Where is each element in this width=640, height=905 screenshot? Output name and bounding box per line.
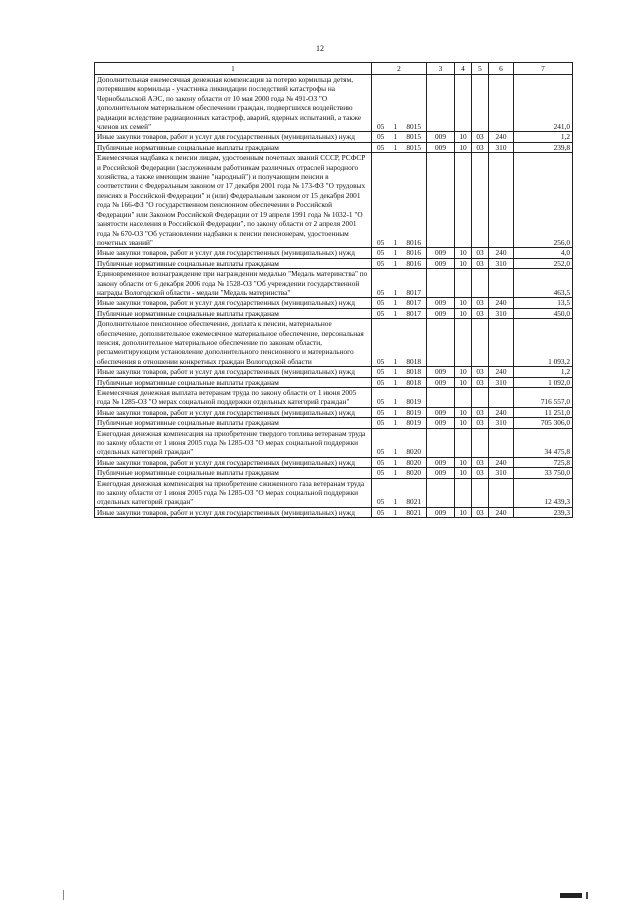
budget-table xyxy=(94,62,573,518)
row-code-part: 1 xyxy=(393,298,398,308)
row-col-4 xyxy=(455,478,472,507)
row-code-part: 05 xyxy=(377,457,385,467)
row-code-part: 05 xyxy=(377,447,385,457)
row-col-6 xyxy=(489,428,514,457)
row-col-4 xyxy=(455,75,472,132)
row-name: Публичные нормативные социальные выплаты гражданам xyxy=(95,258,372,268)
row-col-5 xyxy=(472,75,489,132)
row-code-part: 8019 xyxy=(406,407,421,417)
row-amount: 705 306,0 xyxy=(514,418,573,428)
row-col-4: 10 xyxy=(455,457,472,467)
row-col-3 xyxy=(427,428,455,457)
table-row xyxy=(95,478,573,507)
table-row xyxy=(95,132,573,142)
row-col-3: 009 xyxy=(427,377,455,387)
scan-edge-mark xyxy=(63,890,64,900)
row-name: Ежемесячная денежная выплата ветеранам труда по закону области от 1 июня 2005 года № 1285-ОЗ "О мерах социальной поддержки отдельных категорий граждан" xyxy=(95,388,372,408)
row-col-3 xyxy=(427,269,455,298)
row-code-part: 1 xyxy=(393,507,398,517)
row-code xyxy=(372,142,427,152)
row-code-part: 8017 xyxy=(406,308,421,318)
row-code-part: 05 xyxy=(377,248,385,258)
row-col-5 xyxy=(472,428,489,457)
row-name: Ежегодная денежная компенсация на приобретение сжиженного газа ветеранам труда по закону области от 1 июня 2005 года № 1285-ОЗ "О мерах социальной поддержки отдельных категорий граждан" xyxy=(95,478,372,507)
row-amount: 11 251,0 xyxy=(514,407,573,417)
table-row xyxy=(95,407,573,417)
row-code-part: 05 xyxy=(377,356,385,366)
table-row xyxy=(95,507,573,517)
row-code xyxy=(372,298,427,308)
row-col-3: 009 xyxy=(427,132,455,142)
row-col-3: 009 xyxy=(427,468,455,478)
row-col-3 xyxy=(427,319,455,367)
row-code-part: 1 xyxy=(393,447,398,457)
row-code-part: 8021 xyxy=(406,507,421,517)
row-name: Публичные нормативные социальные выплаты гражданам xyxy=(95,468,372,478)
row-col-4: 10 xyxy=(455,308,472,318)
row-amount: 256,0 xyxy=(514,153,573,248)
row-code-part: 8020 xyxy=(406,457,421,467)
table-row xyxy=(95,142,573,152)
row-amount: 239,8 xyxy=(514,142,573,152)
row-code xyxy=(372,468,427,478)
table-row xyxy=(95,457,573,467)
row-col-5: 03 xyxy=(472,248,489,258)
row-code xyxy=(372,75,427,132)
header-col-1: 1 xyxy=(95,63,372,75)
header-col-5: 5 xyxy=(472,63,489,75)
table-row xyxy=(95,428,573,457)
row-code-part: 1 xyxy=(393,122,398,132)
row-col-4 xyxy=(455,428,472,457)
row-code-part: 05 xyxy=(377,132,385,142)
row-amount: 13,5 xyxy=(514,298,573,308)
row-col-6: 240 xyxy=(489,248,514,258)
table-row xyxy=(95,298,573,308)
row-col-3: 009 xyxy=(427,298,455,308)
row-code xyxy=(372,132,427,142)
row-code-part: 05 xyxy=(377,377,385,387)
row-code-part: 05 xyxy=(377,237,385,247)
row-code-part: 8018 xyxy=(406,377,421,387)
table-row xyxy=(95,367,573,377)
row-amount: 450,0 xyxy=(514,308,573,318)
row-code-part: 05 xyxy=(377,258,385,268)
row-code-part: 05 xyxy=(377,468,385,478)
row-col-6: 240 xyxy=(489,132,514,142)
row-col-4: 10 xyxy=(455,298,472,308)
row-col-6: 310 xyxy=(489,418,514,428)
row-code-part: 8016 xyxy=(406,248,421,258)
row-col-5: 03 xyxy=(472,298,489,308)
row-col-3 xyxy=(427,478,455,507)
row-code-part: 8021 xyxy=(406,497,421,507)
row-code-part: 1 xyxy=(393,287,398,297)
header-col-2: 2 xyxy=(372,63,427,75)
row-name: Иные закупки товаров, работ и услуг для государственных (муниципальных) нужд xyxy=(95,367,372,377)
row-col-3: 009 xyxy=(427,248,455,258)
row-code-part: 05 xyxy=(377,507,385,517)
row-name: Публичные нормативные социальные выплаты гражданам xyxy=(95,418,372,428)
row-code-part: 1 xyxy=(393,132,398,142)
row-code-part: 8016 xyxy=(406,237,421,247)
row-col-5: 03 xyxy=(472,308,489,318)
row-code xyxy=(372,269,427,298)
row-code-part: 05 xyxy=(377,407,385,417)
row-code xyxy=(372,388,427,408)
row-col-4: 10 xyxy=(455,248,472,258)
row-code-part: 1 xyxy=(393,237,398,247)
row-code-part: 1 xyxy=(393,407,398,417)
row-name: Иные закупки товаров, работ и услуг для государственных (муниципальных) нужд xyxy=(95,507,372,517)
row-col-5: 03 xyxy=(472,407,489,417)
row-code-part: 1 xyxy=(393,457,398,467)
row-name: Ежегодная денежная компенсация на приобретение твердого топлива ветеранам труда по закону области от 1 июня 2005 года № 1285-ОЗ "О мерах социальной поддержки отдельных категорий граждан" xyxy=(95,428,372,457)
row-col-6 xyxy=(489,478,514,507)
row-col-5: 03 xyxy=(472,132,489,142)
row-code-part: 1 xyxy=(393,497,398,507)
row-col-6 xyxy=(489,388,514,408)
row-col-3: 009 xyxy=(427,367,455,377)
row-col-4 xyxy=(455,269,472,298)
row-amount: 725,8 xyxy=(514,457,573,467)
table-row xyxy=(95,388,573,408)
row-code-part: 05 xyxy=(377,287,385,297)
row-code-part: 1 xyxy=(393,367,398,377)
row-code xyxy=(372,153,427,248)
header-col-4: 4 xyxy=(455,63,472,75)
row-code-part: 1 xyxy=(393,142,398,152)
table-row xyxy=(95,377,573,387)
row-amount: 1,2 xyxy=(514,132,573,142)
row-col-3: 009 xyxy=(427,507,455,517)
row-code-part: 05 xyxy=(377,142,385,152)
row-code-part: 05 xyxy=(377,298,385,308)
row-col-4: 10 xyxy=(455,377,472,387)
row-col-6: 310 xyxy=(489,377,514,387)
row-code xyxy=(372,248,427,258)
row-amount: 1 093,2 xyxy=(514,319,573,367)
row-code-part: 1 xyxy=(393,308,398,318)
row-code xyxy=(372,367,427,377)
row-amount: 34 475,8 xyxy=(514,428,573,457)
row-col-5: 03 xyxy=(472,258,489,268)
row-amount: 4,0 xyxy=(514,248,573,258)
row-code-part: 8015 xyxy=(406,142,421,152)
row-col-5: 03 xyxy=(472,468,489,478)
row-col-6: 240 xyxy=(489,407,514,417)
row-amount: 239,3 xyxy=(514,507,573,517)
row-code-part: 8015 xyxy=(406,132,421,142)
row-name: Дополнительная ежемесячная денежная компенсация за потерю кормильца детям, потерявшим кормильца - участника ликвидации последствий катастрофы на Чернобыльской АЭС, по закону области от 10 мая 2000 года № 491-ОЗ "О дополнительном материальном обеспечении граждан, подвергшихся воздействию радиации вследствие радиационных катастроф, аварий, ядерных испытаний, а также членов их семей" xyxy=(95,75,372,132)
row-col-5: 03 xyxy=(472,377,489,387)
row-col-6: 310 xyxy=(489,258,514,268)
table-row xyxy=(95,269,573,298)
row-col-3 xyxy=(427,153,455,248)
header-row xyxy=(95,63,573,75)
row-name: Иные закупки товаров, работ и услуг для государственных (муниципальных) нужд xyxy=(95,298,372,308)
row-amount: 252,0 xyxy=(514,258,573,268)
row-col-4: 10 xyxy=(455,418,472,428)
table-row xyxy=(95,319,573,367)
row-col-5: 03 xyxy=(472,507,489,517)
row-col-3: 009 xyxy=(427,308,455,318)
row-col-5 xyxy=(472,388,489,408)
row-name: Иные закупки товаров, работ и услуг для государственных (муниципальных) нужд xyxy=(95,407,372,417)
row-col-4: 10 xyxy=(455,258,472,268)
row-name: Единовременное вознаграждение при награждении медалью "Медаль материнства" по закону области от 6 декабря 2006 года № 1528-ОЗ "Об учреждении государственной награды Вологодской области - медали "Медаль материнства" xyxy=(95,269,372,298)
row-code-part: 05 xyxy=(377,367,385,377)
row-code-part: 8017 xyxy=(406,287,421,297)
row-col-6: 310 xyxy=(489,308,514,318)
row-name: Иные закупки товаров, работ и услуг для государственных (муниципальных) нужд xyxy=(95,248,372,258)
row-code-part: 1 xyxy=(393,356,398,366)
row-code xyxy=(372,319,427,367)
row-code xyxy=(372,258,427,268)
row-col-5: 03 xyxy=(472,367,489,377)
row-amount: 12 439,3 xyxy=(514,478,573,507)
row-col-4: 10 xyxy=(455,367,472,377)
row-col-4 xyxy=(455,388,472,408)
row-name: Публичные нормативные социальные выплаты гражданам xyxy=(95,377,372,387)
row-name: Дополнительное пенсионное обеспечение, доплата к пенсии, материальное обеспечение, дополнительное ежемесячное материальное обеспечение, персональная пенсия, дополнительное материальное обеспечение по законам области, регламентирующим установление дополнительного пенсионного и материального обеспечения в отношении конкретных граждан Вологодской области xyxy=(95,319,372,367)
row-code-part: 8018 xyxy=(406,356,421,366)
row-col-5 xyxy=(472,319,489,367)
row-code-part: 1 xyxy=(393,248,398,258)
row-code xyxy=(372,507,427,517)
header-col-3: 3 xyxy=(427,63,455,75)
row-code-part: 8020 xyxy=(406,468,421,478)
row-code-part: 8015 xyxy=(406,122,421,132)
row-code xyxy=(372,308,427,318)
row-col-5: 03 xyxy=(472,142,489,152)
row-col-6: 240 xyxy=(489,298,514,308)
row-code-part: 8020 xyxy=(406,447,421,457)
table-row xyxy=(95,418,573,428)
row-col-4 xyxy=(455,153,472,248)
row-col-3 xyxy=(427,75,455,132)
row-code-part: 1 xyxy=(393,468,398,478)
row-code-part: 8016 xyxy=(406,258,421,268)
row-code-part: 05 xyxy=(377,308,385,318)
row-code-part: 05 xyxy=(377,397,385,407)
row-name: Ежемесячная надбавка к пенсии лицам, удостоенным почетных званий СССР, РСФСР и Российской Федерации (заслуженным работникам различных отраслей народного хозяйства, а также имеющим звание "народный") и получающим пенсии в соответствии с Федеральным законом от 17 декабря 2001 года № 173-ФЗ "О трудовых пенсиях в Российской Федерации" и (или) Федеральным законом от 15 декабря 2001 года № 166-ФЗ "О государственном пенсионном обеспечении в Российской Федерации" или Законом Российской Федерации от 19 апреля 1991 года № 1032-1 "О занятости населения в Российской Федерации", по закону области от 2 апреля 2001 года № 670-ОЗ "Об установлении надбавки к пенсии пенсионерам, удостоенным почетных званий" xyxy=(95,153,372,248)
row-code-part: 05 xyxy=(377,497,385,507)
table-body xyxy=(95,75,573,518)
row-col-3: 009 xyxy=(427,457,455,467)
table-row xyxy=(95,258,573,268)
row-code xyxy=(372,418,427,428)
row-col-6: 240 xyxy=(489,367,514,377)
row-amount: 1,2 xyxy=(514,367,573,377)
row-col-4: 10 xyxy=(455,507,472,517)
scan-barcode-mark xyxy=(560,893,582,898)
row-col-3 xyxy=(427,388,455,408)
row-code xyxy=(372,377,427,387)
row-code-part: 1 xyxy=(393,418,398,428)
row-col-3: 009 xyxy=(427,418,455,428)
row-code-part: 8018 xyxy=(406,367,421,377)
row-col-5: 03 xyxy=(472,418,489,428)
row-col-5 xyxy=(472,153,489,248)
row-code xyxy=(372,478,427,507)
scan-tick-mark xyxy=(586,892,588,899)
row-amount: 463,5 xyxy=(514,269,573,298)
row-col-5: 03 xyxy=(472,457,489,467)
row-col-6 xyxy=(489,153,514,248)
row-name: Публичные нормативные социальные выплаты гражданам xyxy=(95,142,372,152)
row-col-4: 10 xyxy=(455,407,472,417)
row-code-part: 1 xyxy=(393,397,398,407)
header-col-7: 7 xyxy=(514,63,573,75)
row-amount: 716 557,0 xyxy=(514,388,573,408)
row-col-6 xyxy=(489,269,514,298)
row-code xyxy=(372,428,427,457)
row-col-4: 10 xyxy=(455,142,472,152)
row-code-part: 8017 xyxy=(406,298,421,308)
row-col-3: 009 xyxy=(427,142,455,152)
table-row xyxy=(95,153,573,248)
row-code-part: 8019 xyxy=(406,397,421,407)
row-name: Иные закупки товаров, работ и услуг для государственных (муниципальных) нужд xyxy=(95,457,372,467)
row-amount: 241,0 xyxy=(514,75,573,132)
row-code xyxy=(372,457,427,467)
row-col-3: 009 xyxy=(427,407,455,417)
row-col-4 xyxy=(455,319,472,367)
row-code-part: 1 xyxy=(393,258,398,268)
row-amount: 33 750,0 xyxy=(514,468,573,478)
row-col-5 xyxy=(472,478,489,507)
row-code-part: 05 xyxy=(377,122,385,132)
row-code xyxy=(372,407,427,417)
table-row xyxy=(95,468,573,478)
row-code-part: 1 xyxy=(393,377,398,387)
row-col-5 xyxy=(472,269,489,298)
row-col-3: 009 xyxy=(427,258,455,268)
table-row xyxy=(95,308,573,318)
row-code-part: 8019 xyxy=(406,418,421,428)
page-number: 12 xyxy=(316,44,324,53)
row-col-6: 240 xyxy=(489,457,514,467)
table-row xyxy=(95,75,573,132)
row-name: Публичные нормативные социальные выплаты гражданам xyxy=(95,308,372,318)
row-col-6 xyxy=(489,75,514,132)
row-col-6 xyxy=(489,319,514,367)
row-name: Иные закупки товаров, работ и услуг для государственных (муниципальных) нужд xyxy=(95,132,372,142)
row-col-6: 310 xyxy=(489,142,514,152)
row-col-4: 10 xyxy=(455,468,472,478)
row-col-6: 240 xyxy=(489,507,514,517)
header-col-6: 6 xyxy=(489,63,514,75)
table-row xyxy=(95,248,573,258)
row-col-4: 10 xyxy=(455,132,472,142)
row-amount: 1 092,0 xyxy=(514,377,573,387)
row-col-6: 310 xyxy=(489,468,514,478)
row-code-part: 05 xyxy=(377,418,385,428)
